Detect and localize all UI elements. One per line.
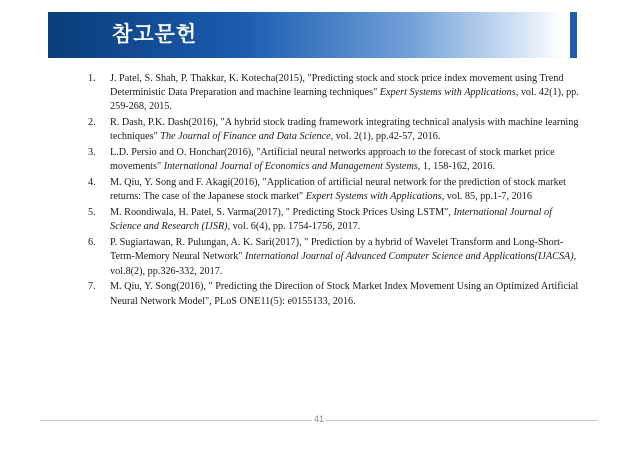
reference-text: , vol. 42(1), pp. 259-268, 2015. bbox=[110, 87, 579, 113]
reference-item bbox=[88, 116, 580, 144]
reference-item bbox=[88, 236, 580, 279]
reference-text: J. Patel, S. Shah, P. Thakkar, K. Kotecha(2015), "Predicting stock and stock price index movement using Trend Deterministic Data Preparation and machine learning techniques" bbox=[110, 73, 564, 99]
reference-text: L.D. Persio and O. Honchar(2016), "Artificial neural networks approach to the forecast of stock market price movements" bbox=[110, 147, 555, 173]
reference-text: M. Roondiwala, H. Patel, S. Varma(2017), " Predicting Stock Prices Using LSTM", bbox=[110, 207, 454, 219]
reference-text: , vol.8(2), pp.326-332, 2017. bbox=[110, 251, 577, 277]
reference-number: 5. bbox=[88, 207, 96, 219]
reference-journal: The Journal of Finance and Data Science bbox=[160, 131, 331, 143]
reference-item bbox=[88, 206, 580, 234]
reference-text: , vol. 85, pp.1-7, 2016 bbox=[441, 191, 532, 203]
reference-number: 2. bbox=[88, 117, 96, 129]
accent-bar bbox=[570, 12, 577, 58]
reference-text: , 1, 158-162, 2016. bbox=[417, 161, 496, 173]
reference-item bbox=[88, 146, 580, 174]
page-number: 41 bbox=[313, 414, 324, 424]
reference-text: M. Qiu, Y. Song and F. Akagi(2016), "Application of artificial neural network for the prediction of stock market returns: The case of the Japanese stock market" bbox=[110, 177, 567, 203]
reference-item bbox=[88, 72, 580, 115]
reference-number: 7. bbox=[88, 281, 96, 293]
slide-header bbox=[0, 12, 638, 70]
reference-journal: International Journal of Advanced Computer Science and Applications(IJACSA) bbox=[245, 251, 574, 263]
reference-item bbox=[88, 176, 580, 204]
reference-number: 3. bbox=[88, 147, 96, 159]
reference-text: P. Sugiartawan, R. Pulungan, A. K. Sari(2017), " Prediction by a hybrid of Wavelet Transform and Long-Short-Term-Memory Neural Network" bbox=[110, 237, 564, 263]
reference-number: 4. bbox=[88, 177, 96, 189]
reference-journal: Expert Systems with Applications bbox=[379, 87, 516, 99]
reference-journal: International Journal of Economics and Management Systems bbox=[163, 161, 418, 173]
reference-text: M. Qiu, Y. Song(2016), " Predicting the Direction of Stock Market Index Movement Using an Optimized Artificial Neural Network Model", PLoS ONE11(5): e0155133, 2016. bbox=[110, 281, 579, 307]
footer-divider-right bbox=[326, 420, 598, 421]
reference-journal: Expert Systems with Applications bbox=[305, 191, 442, 203]
reference-text: , vol. 2(1), pp.42-57, 2016. bbox=[330, 131, 441, 143]
page-title: 참고문헌 bbox=[112, 22, 198, 46]
reference-text: R. Dash, P.K. Dash(2016), "A hybrid stock trading framework integrating technical analysis with machine learning techniques" bbox=[110, 117, 579, 143]
reference-list bbox=[88, 72, 580, 310]
reference-text: , vol. 6(4), pp. 1754-1756, 2017. bbox=[227, 221, 361, 233]
footer-divider-left bbox=[40, 420, 312, 421]
reference-number: 1. bbox=[88, 73, 96, 84]
reference-journal: International Journal of Science and Research (IJSR) bbox=[110, 207, 552, 233]
reference-number: 6. bbox=[88, 237, 96, 249]
reference-item bbox=[88, 280, 580, 308]
